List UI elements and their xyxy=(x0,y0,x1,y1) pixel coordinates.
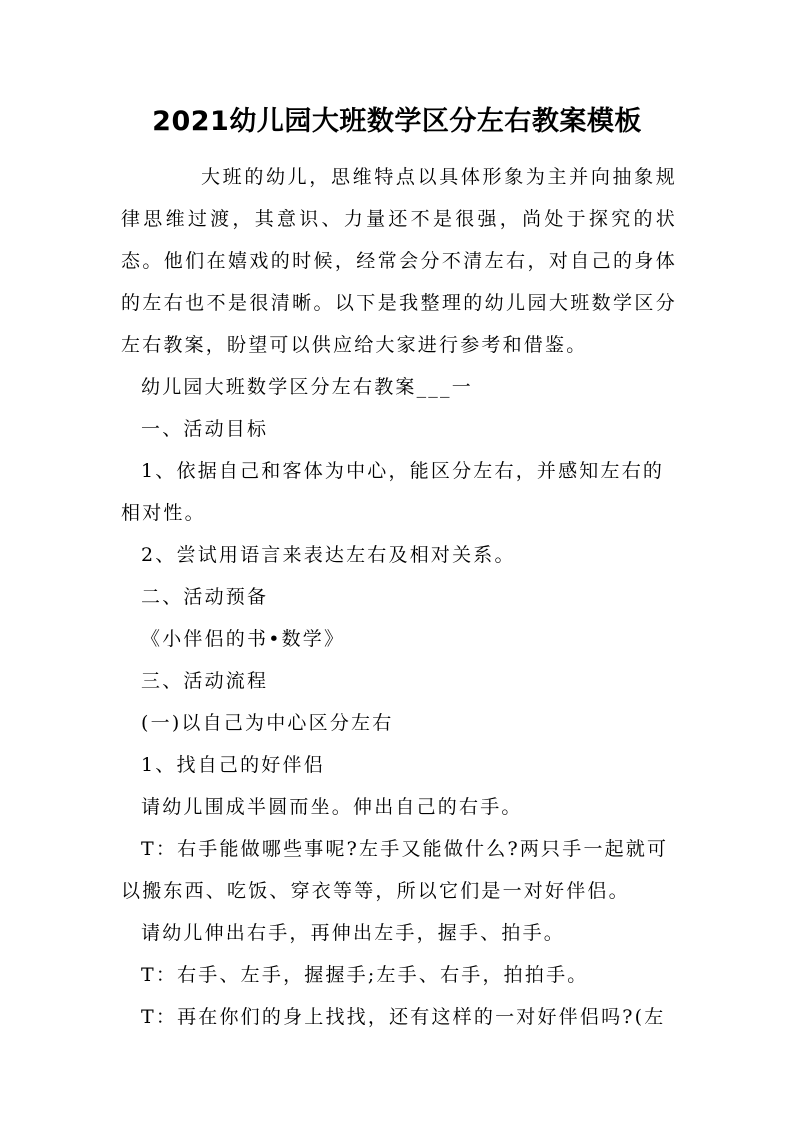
section-heading-lesson-one: 幼儿园大班数学区分左右教案___一 xyxy=(141,376,473,398)
process-step-1: 1、找自己的好伴侣 xyxy=(141,754,325,776)
objective-1: 1、依据自己和客体为中心，能区分左右，并感知左右的 xyxy=(141,460,665,482)
process-instruction-1: 请幼儿围成半圆而坐。伸出自己的右手。 xyxy=(141,796,523,818)
process-subheading-1: (一)以自己为中心区分左右 xyxy=(141,712,394,734)
intro-paragraph: 大班的幼儿，思维特点以具体形象为主并向抽象规律思维过渡，其意识、力量还不是很强，尚处于探究的状态。他们在嬉戏的时候，经常会分不清左右，对自己的身体的左右也不是很清晰。以下是我整理的幼儿园大班数学区分左右教案，盼望可以供应给大家进行参考和借鉴。 xyxy=(121,166,677,356)
section-heading-process: 三、活动流程 xyxy=(141,670,269,692)
preparation-item: 《小伴侣的书•数学》 xyxy=(141,628,346,650)
teacher-line-2: T：右手、左手，握握手;左手、右手，拍拍手。 xyxy=(141,964,589,986)
section-heading-preparation: 二、活动预备 xyxy=(141,586,269,608)
document-title: 2021幼儿园大班数学区分左右教案模板 xyxy=(152,106,642,137)
objective-1-continued: 相对性。 xyxy=(121,502,206,524)
section-heading-objectives: 一、活动目标 xyxy=(141,418,269,440)
document-body xyxy=(121,156,677,1038)
teacher-line-3: T：再在你们的身上找找，还有这样的一对好伴侣吗?(左 xyxy=(141,1006,666,1028)
process-instruction-2: 请幼儿伸出右手，再伸出左手，握手、拍手。 xyxy=(141,922,566,944)
teacher-line-1: T：右手能做哪些事呢?左手又能做什么?两只手一起就可 xyxy=(141,838,669,860)
objective-2: 2、尝试用语言来表达左右及相对关系。 xyxy=(141,544,516,566)
teacher-line-1-continued: 以搬东西、吃饭、穿衣等等，所以它们是一对好伴侣。 xyxy=(121,880,630,902)
